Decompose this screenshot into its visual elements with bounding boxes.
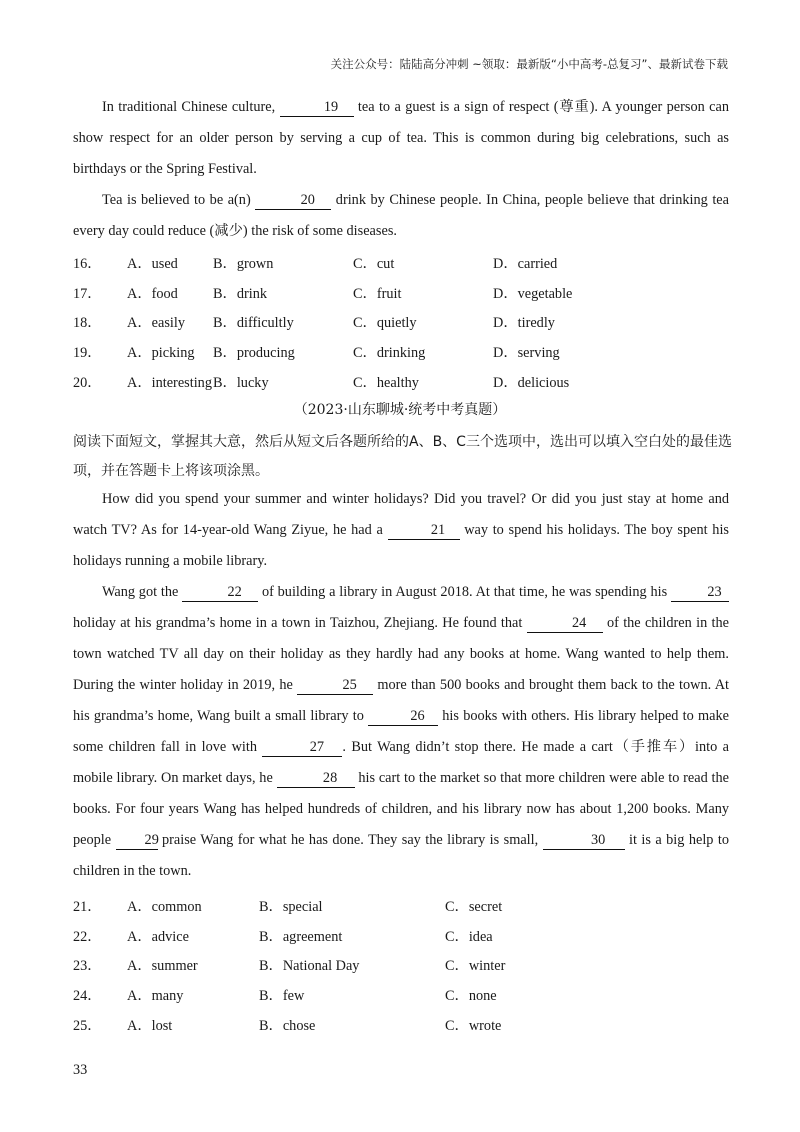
question-number: 25． xyxy=(73,1017,102,1034)
option-d[interactable]: D．serving xyxy=(493,345,560,362)
question-number: 18． xyxy=(73,315,102,332)
option-a[interactable]: A．many xyxy=(127,988,184,1005)
option-b[interactable]: B．few xyxy=(259,988,305,1005)
blank-29[interactable]: 29 xyxy=(116,831,158,850)
option-c[interactable]: C．winter xyxy=(445,958,506,975)
option-b[interactable]: B．National Day xyxy=(259,958,360,975)
option-d[interactable]: D．tiredly xyxy=(493,315,555,332)
blank-24[interactable]: 24 xyxy=(527,614,603,633)
page-number: 33 xyxy=(73,1062,88,1078)
option-a[interactable]: A．lost xyxy=(127,1017,173,1034)
option-c[interactable]: C．drinking xyxy=(353,345,426,362)
blank-25[interactable]: 25 xyxy=(297,676,373,695)
option-a[interactable]: A．picking xyxy=(127,345,195,362)
option-row xyxy=(73,312,572,342)
option-row xyxy=(73,253,572,283)
option-a[interactable]: A．food xyxy=(127,285,178,302)
passage-1-paragraph-2: Tea is believed to be a(n) 20 drink by Chinese people. In China, people believe that drinking tea every day could reduce (减少) the risk of some diseases. xyxy=(73,192,729,239)
blank-19[interactable]: 19 xyxy=(280,98,354,117)
blank-30[interactable]: 30 xyxy=(543,831,625,850)
option-c[interactable]: C．fruit xyxy=(353,285,402,302)
option-a[interactable]: A．summer xyxy=(127,958,198,975)
option-a[interactable]: A．easily xyxy=(127,315,185,332)
option-b[interactable]: B．special xyxy=(259,899,323,915)
blank-22[interactable]: 22 xyxy=(182,583,258,602)
blank-27[interactable]: 27 xyxy=(262,738,342,757)
option-row xyxy=(73,372,572,402)
option-c[interactable]: C．idea xyxy=(445,928,493,945)
question-number: 16． xyxy=(73,256,102,272)
option-d[interactable]: D．vegetable xyxy=(493,285,573,302)
question-number: 24． xyxy=(73,988,102,1005)
option-c[interactable]: C．healthy xyxy=(353,374,419,391)
passage-2-paragraph-1: How did you spend your summer and winter holidays? Did you travel? Or did you just stay at home and watch TV? As for 14-year-old Wang Ziyue, he had a 21 way to spend his holidays. The boy spent his holidays running a mobile library. xyxy=(73,491,729,569)
option-d[interactable]: D．carried xyxy=(493,256,558,272)
option-row xyxy=(73,896,505,926)
option-row xyxy=(73,283,572,313)
blank-23[interactable]: 23 xyxy=(671,583,729,602)
page-header: 关注公众号：陆陆高分冲刺 ~领取：最新版“小中高考-总复习”、最新试卷下载 xyxy=(330,57,728,71)
options-list-2 xyxy=(73,896,505,1044)
option-b[interactable]: B．lucky xyxy=(213,374,269,391)
option-row xyxy=(73,1015,505,1045)
question-number: 17． xyxy=(73,285,102,302)
option-d[interactable]: D．delicious xyxy=(493,374,570,391)
option-c[interactable]: C．cut xyxy=(353,256,395,272)
option-a[interactable]: A．common xyxy=(127,899,202,915)
blank-28[interactable]: 28 xyxy=(277,769,355,788)
option-a[interactable]: A．used xyxy=(127,256,178,272)
blank-26[interactable]: 26 xyxy=(368,707,438,726)
passage-1 xyxy=(73,92,729,247)
option-c[interactable]: C．none xyxy=(445,988,497,1005)
option-b[interactable]: B．difficultly xyxy=(213,315,294,332)
question-number: 21． xyxy=(73,899,102,915)
option-a[interactable]: A．advice xyxy=(127,928,189,945)
question-number: 23． xyxy=(73,958,102,975)
options-list-1 xyxy=(73,253,572,401)
question-number: 20． xyxy=(73,374,102,391)
passage-2-paragraph-2: Wang got the 22 of building a library in August 2018. At that time, he was spending his 23 holiday at his grandma’s home in a town in Taizhou, Zhejiang. He found that 24 of the children in the town watched TV all day on their holiday as they hardly had any books at home. Wang wanted to help them. During the winter holiday in 2019, he 25 more than 500 books and brought them back to the town. At his grandma’s home, Wang built a small library to 26 his books with others. His library helped to make some children fall in love with 27 . But Wang didn’t stop there. He made a cart（手推车）into a mobile library. On market days, he 28 his cart to the market so that more children were able to read the books. For four years Wang has helped hundreds of children, and his library now has about 1,200 books. Many people 29 praise Wang for what he has done. They say the library is small, 30 it is a big help to children in the town. xyxy=(73,584,730,879)
blank-20[interactable]: 20 xyxy=(255,191,331,210)
passage-2 xyxy=(73,484,729,887)
passage-1-paragraph-1: In traditional Chinese culture, 19 tea to a guest is a sign of respect (尊重). A younger person can show respect for an older person by serving a cup of tea. This is common during big celebrations, such as birthdays or the Spring Festival. xyxy=(73,99,729,177)
option-c[interactable]: C．secret xyxy=(445,899,503,915)
option-b[interactable]: B．chose xyxy=(259,1017,316,1034)
option-row xyxy=(73,955,505,985)
option-b[interactable]: B．producing xyxy=(213,345,295,362)
option-b[interactable]: B．grown xyxy=(213,256,274,272)
question-number: 22． xyxy=(73,928,102,945)
option-c[interactable]: C．wrote xyxy=(445,1017,502,1034)
option-b[interactable]: B．agreement xyxy=(259,928,343,945)
question-number: 19． xyxy=(73,345,102,362)
instruction-text: 阅读下面短文，掌握其大意，然后从短文后各题所给的A、B、C三个选项中，选出可以填入空白处的最佳选项，并在答题卡上将该项涂黑。 xyxy=(73,434,732,479)
option-row xyxy=(73,985,505,1015)
option-b[interactable]: B．drink xyxy=(213,285,268,302)
source-citation: （2023·山东聊城·统考中考真题） xyxy=(293,402,507,418)
blank-21[interactable]: 21 xyxy=(388,521,460,540)
option-c[interactable]: C．quietly xyxy=(353,315,417,332)
option-row xyxy=(73,926,505,956)
option-row xyxy=(73,342,572,372)
option-a[interactable]: A．interesting xyxy=(127,374,212,391)
